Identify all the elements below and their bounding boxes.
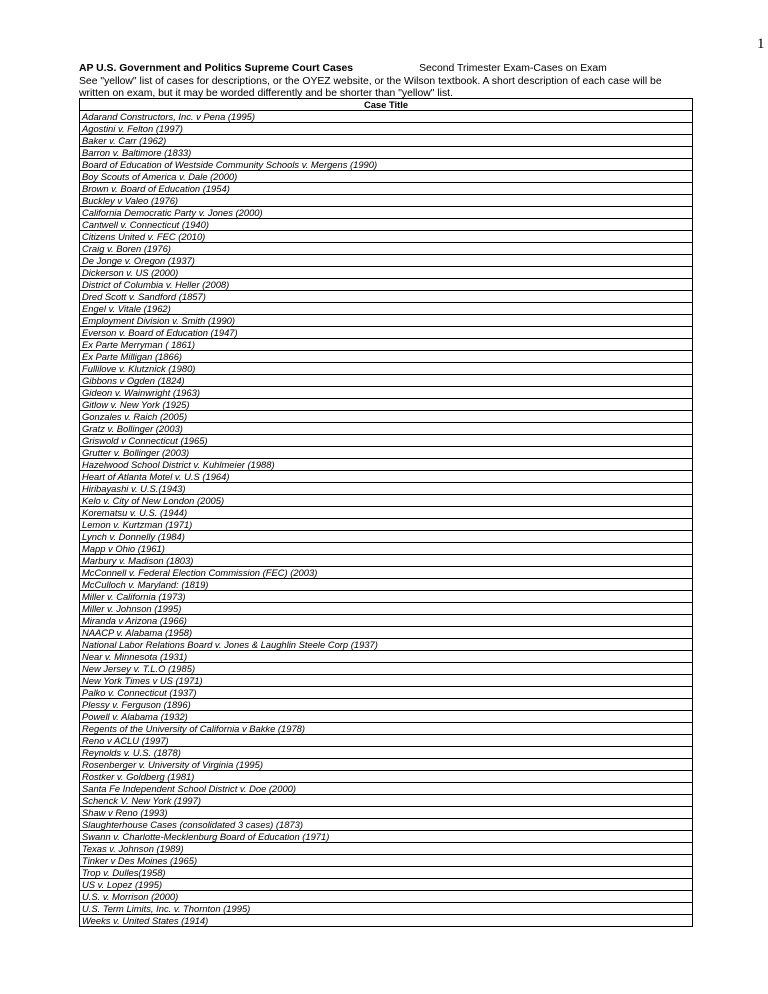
case-title-cell: Griswold v Connecticut (1965) (80, 435, 693, 447)
table-row (80, 819, 693, 831)
table-row (80, 567, 693, 579)
case-title-cell: Fullilove v. Klutznick (1980) (80, 363, 693, 375)
case-title-cell: Employment Division v. Smith (1990) (80, 315, 693, 327)
case-title-cell: Gitlow v. New York (1925) (80, 399, 693, 411)
table-row (80, 555, 693, 567)
case-title-cell: De Jonge v. Oregon (1937) (80, 255, 693, 267)
table-row (80, 411, 693, 423)
case-title-cell: Rostker v. Goldberg (1981) (80, 771, 693, 783)
case-title-cell: District of Columbia v. Heller (2008) (80, 279, 693, 291)
case-title-cell: New York Times v US (1971) (80, 675, 693, 687)
document-description: See "yellow" list of cases for descriptions, or the OYEZ website, or the Wilson textbook. A short description of each case will be written on exam, but it may be worded differently and be shorter than "yellow" list. (79, 76, 662, 99)
table-row (80, 375, 693, 387)
case-title-cell: Gonzales v. Raich (2005) (80, 411, 693, 423)
table-row (80, 159, 693, 171)
case-title-cell: Marbury v. Madison (1803) (80, 555, 693, 567)
table-row (80, 771, 693, 783)
case-title-cell: U.S. v. Morrison (2000) (80, 891, 693, 903)
case-title-cell: Powell v. Alabama (1932) (80, 711, 693, 723)
table-row (80, 855, 693, 867)
case-title-cell: Plessy v. Ferguson (1896) (80, 699, 693, 711)
table-row (80, 723, 693, 735)
table-row (80, 663, 693, 675)
table-row (80, 615, 693, 627)
table-row (80, 255, 693, 267)
case-title-cell: Santa Fe Independent School District v. Doe (2000) (80, 783, 693, 795)
case-title-cell: Mapp v Ohio (1961) (80, 543, 693, 555)
case-title-cell: Dred Scott v. Sandford (1857) (80, 291, 693, 303)
table-row (80, 699, 693, 711)
table-row (80, 219, 693, 231)
case-title-cell: Trop v. Dulles(1958) (80, 867, 693, 879)
case-title-cell: Tinker v Des Moines (1965) (80, 855, 693, 867)
table-row (80, 519, 693, 531)
case-title-cell: Gratz v. Bollinger (2003) (80, 423, 693, 435)
table-row (80, 543, 693, 555)
table-row (80, 303, 693, 315)
case-title-cell: Texas v. Johnson (1989) (80, 843, 693, 855)
table-header-row (80, 99, 693, 111)
table-row (80, 267, 693, 279)
table-row (80, 531, 693, 543)
table-row (80, 579, 693, 591)
case-title-cell: Gideon v. Wainwright (1963) (80, 387, 693, 399)
table-row (80, 279, 693, 291)
table-row (80, 387, 693, 399)
case-title-cell: Weeks v. United States (1914) (80, 915, 693, 927)
table-row (80, 231, 693, 243)
table-row (80, 639, 693, 651)
case-title-cell: Agostini v. Felton (1997) (80, 123, 693, 135)
case-title-cell: US v. Lopez (1995) (80, 879, 693, 891)
case-title-cell: Adarand Constructors, Inc. v Pena (1995) (80, 111, 693, 123)
case-title-cell: Reynolds v. U.S. (1878) (80, 747, 693, 759)
header-line (79, 63, 607, 74)
table-row (80, 315, 693, 327)
case-title-cell: U.S. Term Limits, Inc. v. Thornton (1995) (80, 903, 693, 915)
case-title-cell: Buckley v Valeo (1976) (80, 195, 693, 207)
table-row (80, 507, 693, 519)
table-row (80, 123, 693, 135)
table-row (80, 735, 693, 747)
table-row (80, 435, 693, 447)
case-title-cell: Lemon v. Kurtzman (1971) (80, 519, 693, 531)
case-title-cell: Board of Education of Westside Community Schools v. Mergens (1990) (80, 159, 693, 171)
case-title-cell: Barron v. Baltimore (1833) (80, 147, 693, 159)
case-title-cell: Miranda v Arizona (1966) (80, 615, 693, 627)
table-row (80, 147, 693, 159)
case-title-cell: Kelo v. City of New London (2005) (80, 495, 693, 507)
case-title-cell: Heart of Atlanta Motel v. U.S (1964) (80, 471, 693, 483)
table-row (80, 351, 693, 363)
case-title-cell: Dickerson v. US (2000) (80, 267, 693, 279)
table-row (80, 471, 693, 483)
table-row (80, 879, 693, 891)
table-row (80, 759, 693, 771)
table-row (80, 747, 693, 759)
table-row (80, 171, 693, 183)
case-title-cell: McConnell v. Federal Election Commission (FEC) (2003) (80, 567, 693, 579)
table-row (80, 291, 693, 303)
case-title-cell: Near v. Minnesota (1931) (80, 651, 693, 663)
table-row (80, 183, 693, 195)
column-header-case-title: Case Title (80, 99, 693, 111)
case-title-cell: Rosenberger v. University of Virginia (1995) (80, 759, 693, 771)
case-title-cell: Everson v. Board of Education (1947) (80, 327, 693, 339)
case-title-cell: Miller v. Johnson (1995) (80, 603, 693, 615)
case-title-cell: Cantwell v. Connecticut (1940) (80, 219, 693, 231)
table-row (80, 447, 693, 459)
case-title-cell: Korematsu v. U.S. (1944) (80, 507, 693, 519)
case-title-cell: Engel v. Vitale (1962) (80, 303, 693, 315)
table-row (80, 843, 693, 855)
case-title-cell: National Labor Relations Board v. Jones & Laughlin Steele Corp (1937) (80, 639, 693, 651)
case-title-cell: McCulloch v. Maryland: (1819) (80, 579, 693, 591)
case-title-cell: Shaw v Reno (1993) (80, 807, 693, 819)
table-row (80, 207, 693, 219)
table-row (80, 903, 693, 915)
table-row (80, 399, 693, 411)
document-subtitle: Second Trimester Exam-Cases on Exam (419, 63, 607, 74)
table-row (80, 195, 693, 207)
document-title: AP U.S. Government and Politics Supreme Court Cases (79, 63, 354, 74)
table-row (80, 603, 693, 615)
case-title-cell: Gibbons v Ogden (1824) (80, 375, 693, 387)
table-row (80, 783, 693, 795)
case-title-cell: Craig v. Boren (1976) (80, 243, 693, 255)
table-row (80, 831, 693, 843)
case-title-cell: Regents of the University of California v Bakke (1978) (80, 723, 693, 735)
table-row (80, 675, 693, 687)
case-title-cell: Ex Parte Merryman ( 1861) (80, 339, 693, 351)
table-row (80, 795, 693, 807)
case-title-cell: Hiribayashi v. U.S.(1943) (80, 483, 693, 495)
case-title-cell: Brown v. Board of Education (1954) (80, 183, 693, 195)
table-row (80, 111, 693, 123)
case-rows (80, 111, 693, 927)
case-title-cell: Grutter v. Bollinger (2003) (80, 447, 693, 459)
table-row (80, 363, 693, 375)
case-title-cell: NAACP v. Alabama (1958) (80, 627, 693, 639)
table-row (80, 327, 693, 339)
table-row (80, 627, 693, 639)
case-title-cell: Baker v. Carr (1962) (80, 135, 693, 147)
case-title-cell: Slaughterhouse Cases (consolidated 3 cases) (1873) (80, 819, 693, 831)
table-row (80, 807, 693, 819)
case-title-cell: New Jersey v. T.L.O (1985) (80, 663, 693, 675)
case-title-cell: California Democratic Party v. Jones (2000) (80, 207, 693, 219)
case-table (79, 98, 693, 927)
table-row (80, 243, 693, 255)
table-row (80, 495, 693, 507)
table-row (80, 339, 693, 351)
table-row (80, 687, 693, 699)
table-row (80, 915, 693, 927)
case-title-cell: Boy Scouts of America v. Dale (2000) (80, 171, 693, 183)
case-title-cell: Miller v. California (1973) (80, 591, 693, 603)
page-number: 1 (757, 36, 765, 52)
table-row (80, 483, 693, 495)
table-row (80, 891, 693, 903)
case-title-cell: Reno v ACLU (1997) (80, 735, 693, 747)
case-title-cell: Schenck V. New York (1997) (80, 795, 693, 807)
case-title-cell: Citizens United v. FEC (2010) (80, 231, 693, 243)
case-title-cell: Ex Parte Milligan (1866) (80, 351, 693, 363)
table-row (80, 867, 693, 879)
table-row (80, 459, 693, 471)
table-row (80, 423, 693, 435)
table-row (80, 711, 693, 723)
table-row (80, 135, 693, 147)
case-title-cell: Lynch v. Donnelly (1984) (80, 531, 693, 543)
table-row (80, 591, 693, 603)
table-row (80, 651, 693, 663)
case-title-cell: Hazelwood School District v. Kuhlmeier (1988) (80, 459, 693, 471)
case-title-cell: Palko v. Connecticut (1937) (80, 687, 693, 699)
case-title-cell: Swann v. Charlotte-Mecklenburg Board of Education (1971) (80, 831, 693, 843)
